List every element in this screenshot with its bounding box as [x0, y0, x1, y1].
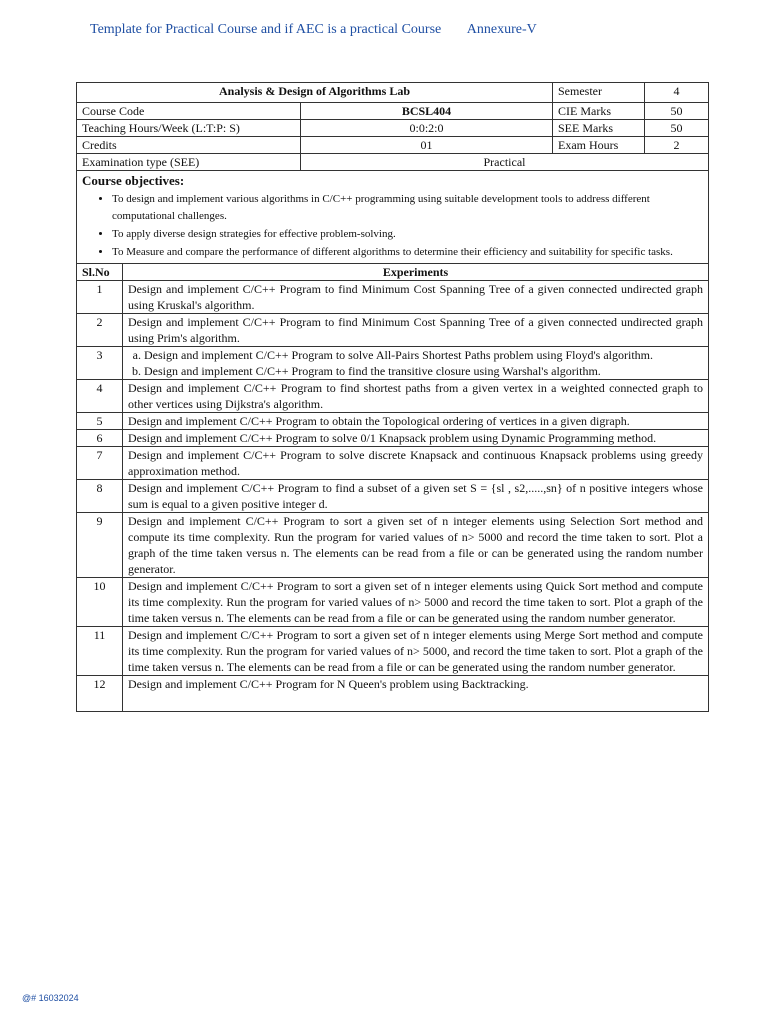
cie-marks-value: 50: [645, 103, 709, 120]
experiment-text: Design and implement C/C++ Program to sort a given set of n integer elements using Quick Sort method and compute its time complexity. Run the program for varied values of n> 5000 and record the time taken to sort. Plot a graph of the time taken versus n. The elements can be read from a file or can be generated using the random number generator.: [123, 578, 709, 627]
experiment-text: Design and implement C/C++ Program to find Minimum Cost Spanning Tree of a given connected undirected graph using Kruskal's algorithm.: [123, 281, 709, 314]
experiment-row: [77, 430, 709, 447]
experiment-number: 3: [77, 347, 123, 380]
exam-hours-value: 2: [645, 137, 709, 154]
experiment-subitem: b. Design and implement C/C++ Program to find the transitive closure using Warshal's algorithm.: [144, 363, 703, 379]
experiment-row: [77, 578, 709, 627]
semester-label: Semester: [553, 83, 645, 103]
course-title: Analysis & Design of Algorithms Lab: [77, 83, 553, 103]
experiment-number: 1: [77, 281, 123, 314]
exam-type-label: Examination type (SEE): [77, 154, 301, 171]
course-table: [76, 82, 709, 712]
experiment-number: 12: [77, 676, 123, 712]
experiment-row: [77, 627, 709, 676]
experiment-number: 9: [77, 513, 123, 578]
experiment-number: 8: [77, 480, 123, 513]
experiment-sublist: [128, 347, 703, 379]
document-id: @# 16032024: [22, 993, 79, 1003]
teaching-hours-label: Teaching Hours/Week (L:T:P: S): [77, 120, 301, 137]
exam-type-value: Practical: [301, 154, 709, 171]
cie-marks-label: CIE Marks: [553, 103, 645, 120]
objective-item: • To apply diverse design strategies for effective problem-solving.: [112, 226, 703, 243]
experiment-text: Design and implement C/C++ Program to sort a given set of n integer elements using Merge Sort method and compute its time complexity. Run the program for varied values of n> 5000, and record the time taken to sort. Plot a graph of the time taken versus n. The elements can be read from a file or can be generated using the random number generator.: [123, 627, 709, 676]
objective-item: • To design and implement various algorithms in C/C++ programming using suitable development tools to address different computational challenges.: [112, 191, 703, 225]
objectives-cell: [77, 171, 709, 264]
see-marks-label: SEE Marks: [553, 120, 645, 137]
experiment-number: 2: [77, 314, 123, 347]
experiment-text: Design and implement C/C++ Program to find Minimum Cost Spanning Tree of a given connected undirected graph using Prim's algorithm.: [123, 314, 709, 347]
semester-value: 4: [645, 83, 709, 103]
credits-value: 01: [301, 137, 553, 154]
experiment-row: [77, 380, 709, 413]
experiment-text: Design and implement C/C++ Program to sort a given set of n integer elements using Selection Sort method and compute its time complexity. Run the program for varied values of n> 5000 and record the time taken to sort. Plot a graph of the time taken versus n. The elements can be read from a file or can be generated using the random number generator.: [123, 513, 709, 578]
annexure-label: Annexure-V: [466, 22, 537, 37]
experiment-number: 10: [77, 578, 123, 627]
experiment-text: Design and implement C/C++ Program to solve 0/1 Knapsack problem using Dynamic Programming method.: [123, 430, 709, 447]
experiment-row: [77, 480, 709, 513]
sl-no-header: Sl.No: [77, 264, 123, 281]
experiment-text: Design and implement C/C++ Program to solve discrete Knapsack and continuous Knapsack problems using greedy approximation method.: [123, 447, 709, 480]
exam-hours-label: Exam Hours: [553, 137, 645, 154]
experiments-header: Experiments: [123, 264, 709, 281]
objectives-list: [82, 191, 703, 261]
experiment-number: 4: [77, 380, 123, 413]
experiment-row: [77, 513, 709, 578]
page-header: [90, 22, 537, 38]
experiment-row: [77, 347, 709, 380]
course-code-label: Course Code: [77, 103, 301, 120]
teaching-hours-value: 0:0:2:0: [301, 120, 553, 137]
experiment-text: Design and implement C/C++ Program to find a subset of a given set S = {sl , s2,.....,sn} of n positive integers whose sum is equal to a given positive integer d.: [123, 480, 709, 513]
see-marks-value: 50: [645, 120, 709, 137]
experiment-row: [77, 447, 709, 480]
experiment-row: [77, 314, 709, 347]
credits-label: Credits: [77, 137, 301, 154]
experiment-subitem: a. Design and implement C/C++ Program to solve All-Pairs Shortest Paths problem using Floyd's algorithm.: [144, 347, 703, 363]
experiment-text: Design and implement C/C++ Program to find shortest paths from a given vertex in a weighted connected graph to other vertices using Dijkstra's algorithm.: [123, 380, 709, 413]
experiment-number: 7: [77, 447, 123, 480]
experiment-row: [77, 676, 709, 712]
experiment-row: [77, 281, 709, 314]
course-code-value: BCSL404: [301, 103, 553, 120]
objectives-heading: Course objectives:: [82, 173, 185, 188]
experiment-number: 6: [77, 430, 123, 447]
experiment-text: [123, 347, 709, 380]
experiment-text: Design and implement C/C++ Program to obtain the Topological ordering of vertices in a given digraph.: [123, 413, 709, 430]
experiment-number: 11: [77, 627, 123, 676]
template-title: Template for Practical Course and if AEC is a practical Course: [90, 22, 442, 37]
objective-item: • To Measure and compare the performance of different algorithms to determine their efficiency and suitability for specific tasks.: [112, 244, 703, 261]
experiment-number: 5: [77, 413, 123, 430]
experiment-text: Design and implement C/C++ Program for N Queen's problem using Backtracking.: [123, 676, 709, 712]
experiment-row: [77, 413, 709, 430]
